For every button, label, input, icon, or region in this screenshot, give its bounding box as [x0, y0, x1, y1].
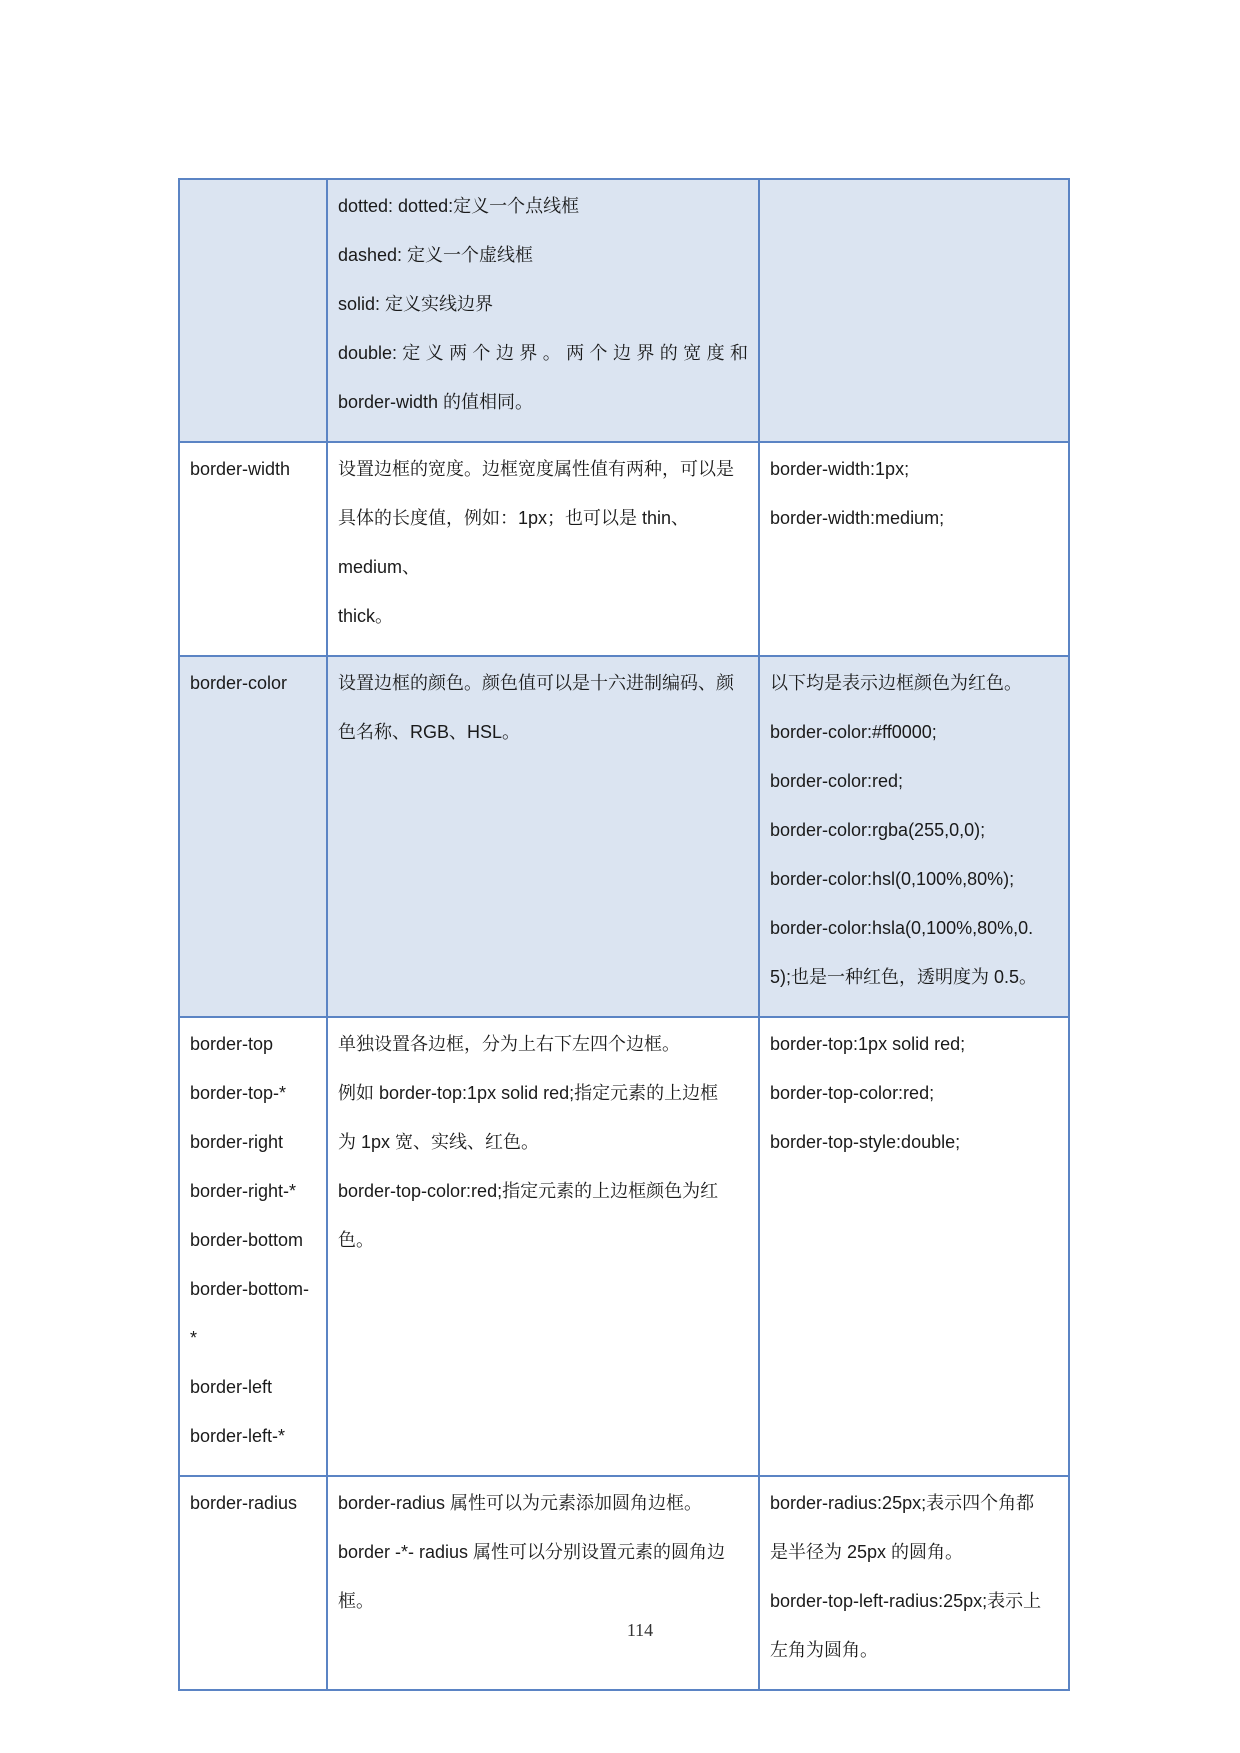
property-line: * — [190, 1328, 198, 1348]
table-row — [179, 1476, 1069, 1690]
description-cell — [327, 442, 759, 656]
example-line: 以下均是表示边框颜色为红色。 — [770, 673, 1022, 693]
example-line: border-top-color:red; — [770, 1083, 935, 1103]
property-cell — [179, 179, 327, 442]
property-cell — [179, 1476, 327, 1690]
property-cell — [179, 1017, 327, 1476]
description-cell — [327, 1476, 759, 1690]
example-cell — [759, 1017, 1069, 1476]
description-line: 色名称、RGB、HSL。 — [338, 722, 521, 742]
example-line: border-width:1px; — [770, 459, 910, 479]
description-cell — [327, 1017, 759, 1476]
example-line: border-color:red; — [770, 771, 904, 791]
description-line: 框。 — [338, 1591, 374, 1611]
table-row — [179, 179, 1069, 442]
description-cell — [327, 656, 759, 1017]
property-line: border-top — [190, 1034, 274, 1054]
property-line: border-right — [190, 1132, 284, 1152]
example-line: border-top:1px solid red; — [770, 1034, 966, 1054]
example-cell — [759, 179, 1069, 442]
description-line: 设置边框的宽度。边框宽度属性值有两种，可以是 — [338, 459, 734, 479]
example-line: border-color:hsl(0,100%,80%); — [770, 869, 1015, 889]
example-cell — [759, 442, 1069, 656]
description-cell — [327, 179, 759, 442]
description-line: border-top-color:red;指定元素的上边框颜色为红 — [338, 1181, 719, 1201]
property-cell — [179, 442, 327, 656]
description-line: border-width 的值相同。 — [338, 392, 534, 412]
description-line: 设置边框的颜色。颜色值可以是十六进制编码、颜 — [338, 673, 734, 693]
property-line: border-left-* — [190, 1426, 286, 1446]
example-line: 左角为圆角。 — [770, 1640, 878, 1660]
property-line: border-color — [190, 673, 288, 693]
description-line: border -*- radius 属性可以分别设置元素的圆角边 — [338, 1542, 726, 1562]
description-line: dashed: 定义一个虚线框 — [338, 245, 534, 265]
description-line: solid: 定义实线边界 — [338, 294, 494, 314]
page-number: 114 — [626, 1620, 654, 1640]
table-row — [179, 1017, 1069, 1476]
table-row — [179, 656, 1069, 1017]
table-row — [179, 442, 1069, 656]
property-line: border-radius — [190, 1493, 298, 1513]
property-line: border-bottom — [190, 1230, 304, 1250]
example-line: border-top-style:double; — [770, 1132, 961, 1152]
example-line: border-width:medium; — [770, 508, 945, 528]
description-line: dotted: dotted:定义一个点线框 — [338, 196, 580, 216]
description-line: 例如 border-top:1px solid red;指定元素的上边框 — [338, 1083, 719, 1103]
example-line: border-top-left-radius:25px;表示上 — [770, 1591, 1042, 1611]
property-line: border-bottom- — [190, 1279, 310, 1299]
property-line: border-top-* — [190, 1083, 287, 1103]
example-line: border-color:#ff0000; — [770, 722, 937, 742]
property-cell — [179, 656, 327, 1017]
example-line: border-radius:25px;表示四个角都 — [770, 1493, 1035, 1513]
example-line: 是半径为 25px 的圆角。 — [770, 1542, 964, 1562]
description-line: 色。 — [338, 1230, 374, 1250]
table-body — [179, 179, 1069, 1690]
description-line: 为 1px 宽、实线、红色。 — [338, 1132, 540, 1152]
example-line: border-color:hsla(0,100%,80%,0. — [770, 918, 1034, 938]
example-line: border-color:rgba(255,0,0); — [770, 820, 986, 840]
property-line: border-width — [190, 459, 291, 479]
description-line: 单独设置各边框，分为上右下左四个边框。 — [338, 1034, 680, 1054]
example-cell — [759, 1476, 1069, 1690]
css-border-properties-table — [178, 178, 1070, 1691]
property-line: border-left — [190, 1377, 273, 1397]
description-line: double: 定 义 两 个 边 界 。 两 个 边 界 的 宽 度 和 — [338, 343, 748, 363]
description-line: thick。 — [338, 606, 394, 626]
example-line: 5);也是一种红色，透明度为 0.5。 — [770, 967, 1038, 987]
property-line: border-right-* — [190, 1181, 297, 1201]
description-line: 具体的长度值，例如：1px；也可以是 thin、medium、 — [338, 508, 690, 577]
description-line: border-radius 属性可以为元素添加圆角边框。 — [338, 1493, 703, 1513]
example-cell — [759, 656, 1069, 1017]
